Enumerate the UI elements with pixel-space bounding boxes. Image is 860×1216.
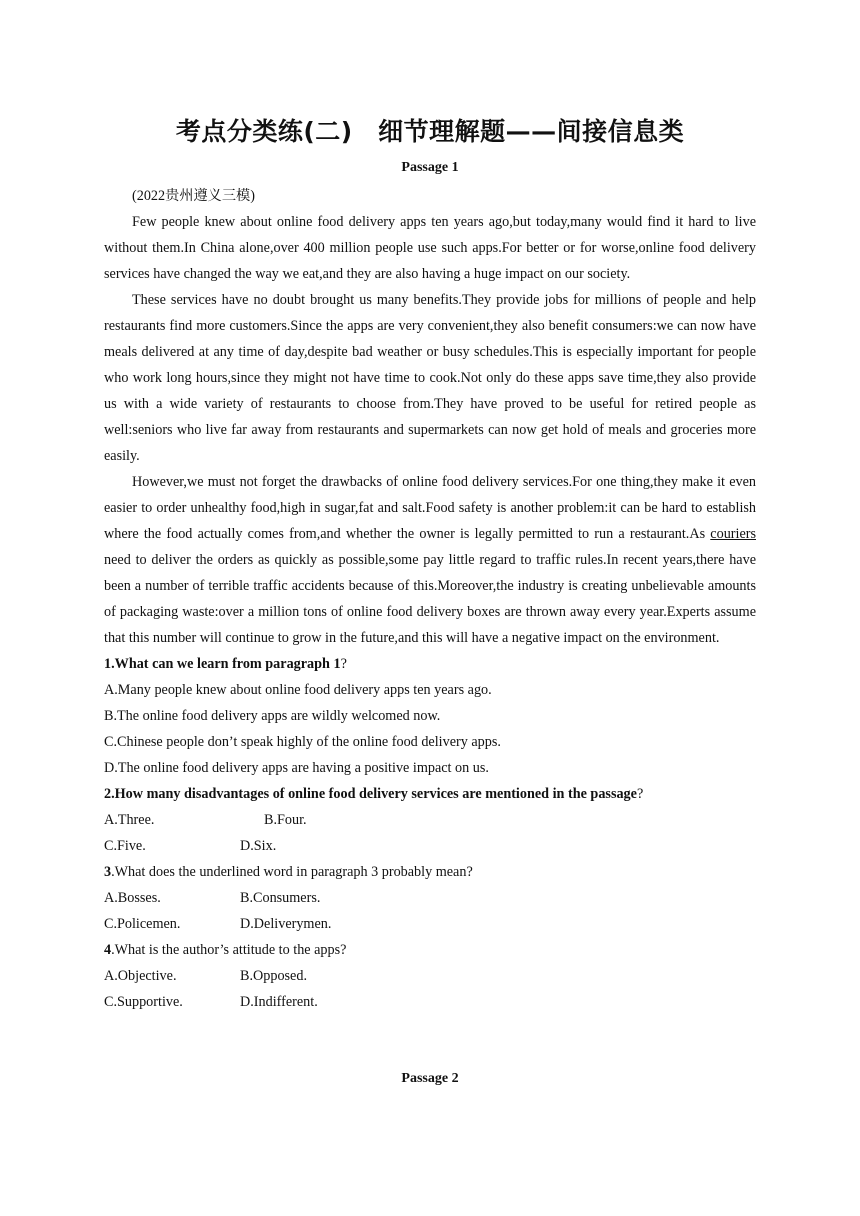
question-3	[104, 859, 756, 885]
question-4-option-d: D.Indifferent.	[240, 994, 318, 1010]
underlined-word-couriers: couriers	[710, 526, 756, 542]
question-2-stem: .How many disadvantages of online food delivery services are mentioned in the passage	[111, 786, 637, 802]
passage-1-heading: Passage 1	[401, 160, 459, 175]
question-4-options-row-2	[104, 989, 756, 1015]
paragraph-3-part-2: need to deliver the orders as quickly as possible,some pay little regard to traffic rules.In recent years,there have been a number of terrible traffic accidents because of this.Moreover,the industry is creating unbelievable amounts of packaging waste:over a million tons of online food delivery boxes are thrown away every year.Experts assume that this number will continue to grow in the future,and this will have a negative impact on the environment.	[104, 552, 756, 646]
paragraph-1: Few people knew about online food delivery apps ten years ago,but today,many would find it hard to live without them.In China alone,over 400 million people use such apps.For better or for worse,online food delivery services have changed the way we eat,and they are also having a huge impact on our society.	[104, 214, 756, 282]
question-4-option-c: C.Supportive.	[104, 994, 183, 1010]
question-3-option-b: B.Consumers.	[240, 890, 321, 906]
question-2-options-row-1	[104, 807, 756, 833]
question-2-end: ?	[636, 786, 644, 802]
question-1-stem: .What can we learn from paragraph 1	[111, 656, 341, 672]
question-3-stem: .What does the underlined word in paragraph 3 probably mean?	[111, 864, 473, 880]
question-3-number: 3	[104, 864, 112, 880]
question-3-options-row-2	[104, 911, 756, 937]
question-1	[104, 651, 756, 677]
passage-source: (2022贵州遵义三模)	[132, 188, 255, 204]
question-2-options-row-2	[104, 833, 756, 859]
passage-1-body	[104, 183, 756, 1015]
question-2	[104, 781, 756, 807]
question-2-option-d: D.Six.	[240, 838, 277, 854]
question-4-options-row-1	[104, 963, 756, 989]
question-4-number: 4	[104, 942, 112, 958]
question-1-number: 1	[104, 656, 112, 672]
question-1-option-c: C.Chinese people don’t speak highly of the online food delivery apps.	[104, 734, 501, 750]
question-4-option-a: A.Objective.	[104, 968, 177, 984]
question-1-end: ?	[340, 656, 347, 672]
question-3-options-row-1	[104, 885, 756, 911]
paragraph-3-part-1: However,we must not forget the drawbacks of online food delivery services.For one thing,they make it even easier to order unhealthy food,high in sugar,fat and salt.Food safety is another problem:it can be hard to establish where the food actually comes from,and whether the owner is legally permitted to run a restaurant.As	[104, 474, 756, 542]
question-2-option-c: C.Five.	[104, 838, 146, 854]
passage-2-heading: Passage 2	[401, 1071, 459, 1086]
question-3-option-c: C.Policemen.	[104, 916, 181, 932]
paragraph-3	[104, 469, 756, 651]
question-1-option-b: B.The online food delivery apps are wildly welcomed now.	[104, 708, 441, 724]
question-4-option-b: B.Opposed.	[240, 968, 307, 984]
paragraph-2: These services have no doubt brought us many benefits.They provide jobs for millions of people and help restaurants find more customers.Since the apps are very convenient,they also benefit consumers:we can now have meals delivered at any time of day,despite bad weather or busy schedules.This is especially important for people who work long hours,since they might not have time to cook.Not only do these apps save time,they also provide us with a wide variety of restaurants to choose from.They have proved to be useful for retired people as well:seniors who live far away from restaurants and supermarkets can now get hold of meals and groceries more easily.	[104, 292, 756, 464]
question-4	[104, 937, 756, 963]
question-3-option-d: D.Deliverymen.	[240, 916, 332, 932]
question-2-option-b: B.Four.	[264, 812, 307, 828]
question-2-option-a: A.Three.	[104, 812, 155, 828]
question-1-option-d: D.The online food delivery apps are having a positive impact on us.	[104, 760, 489, 776]
page-title: 考点分类练(二) 细节理解题——间接信息类	[175, 117, 685, 146]
question-2-number: 2	[104, 786, 112, 802]
question-4-stem: .What is the author’s attitude to the apps?	[111, 942, 347, 958]
question-3-option-a: A.Bosses.	[104, 890, 161, 906]
question-1-option-a: A.Many people knew about online food delivery apps ten years ago.	[104, 682, 492, 698]
